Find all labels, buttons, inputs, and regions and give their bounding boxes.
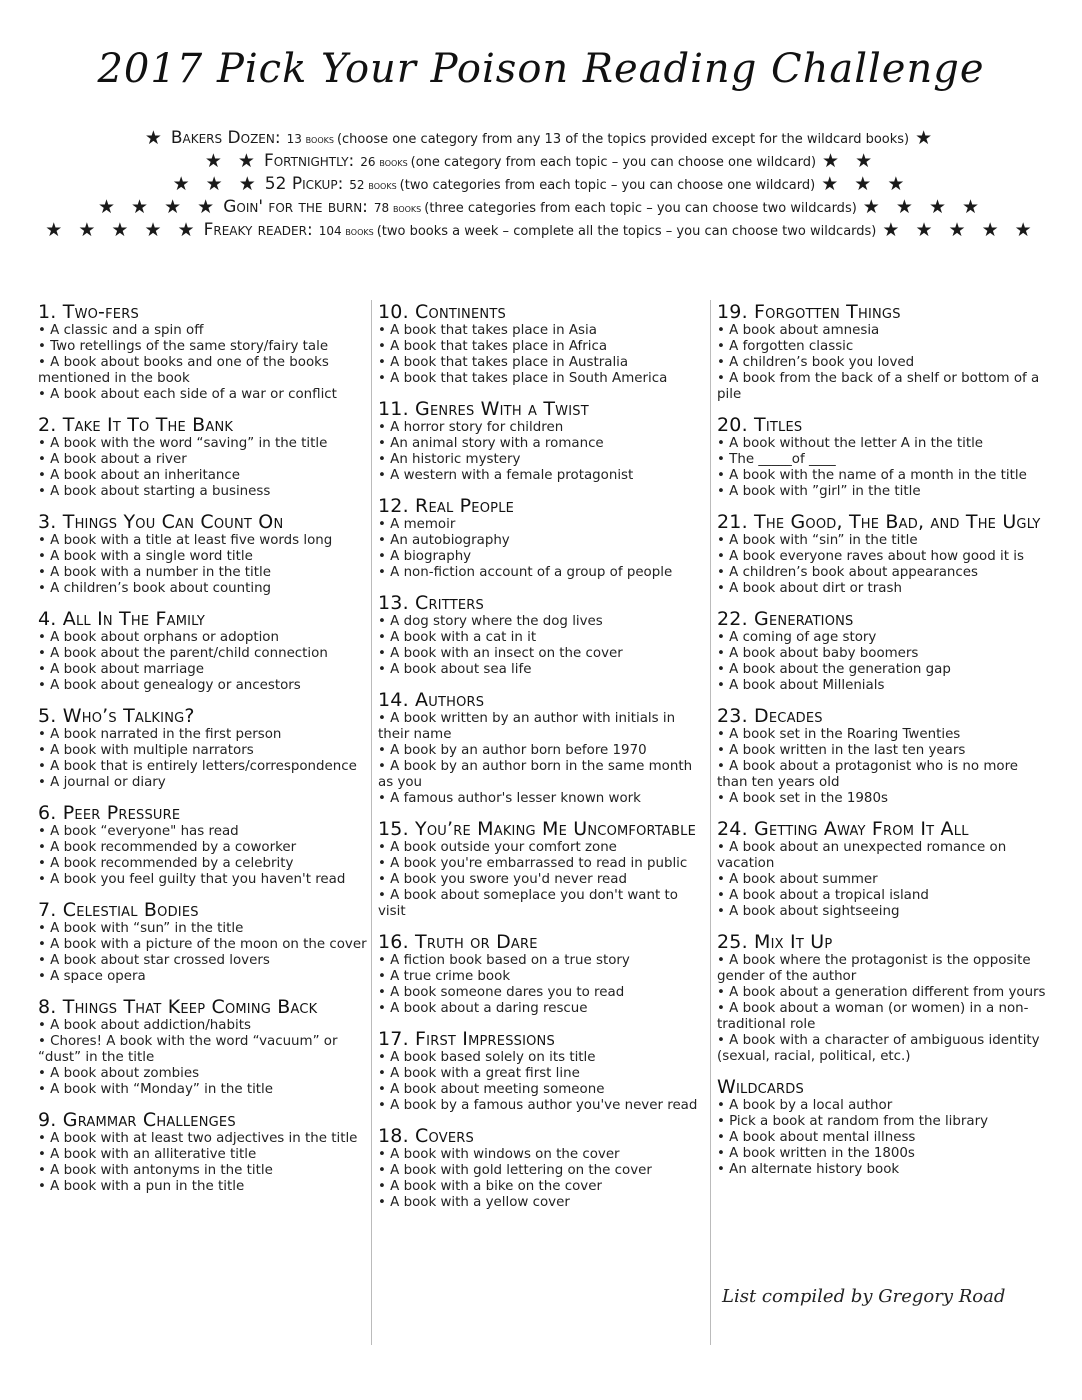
list-item: • A book everyone raves about how good it is: [717, 549, 1047, 565]
list-item: • A book recommended by a coworker: [38, 840, 368, 856]
list-item: • A book written in the 1800s: [717, 1146, 1047, 1162]
category-section: [378, 1029, 708, 1114]
category-title: 3. Things You Can Count On: [38, 511, 284, 533]
list-item: • A coming of age story: [717, 630, 1047, 646]
list-item: • A book narrated in the first person: [38, 727, 368, 743]
level-name: Freaky reader:: [203, 220, 313, 240]
star-icon: ★ ★ ★: [821, 173, 910, 195]
list-item: • A book with a character of ambiguous identity (sexual, racial, political, etc.): [717, 1033, 1047, 1065]
list-item: • A book by a famous author you've never read: [378, 1098, 708, 1114]
star-icon: ★ ★ ★ ★: [862, 196, 985, 218]
level-freaky-reader: [0, 219, 1082, 242]
list-item: • A book where the protagonist is the opposite gender of the author: [717, 953, 1047, 985]
list-item: • A book about addiction/habits: [38, 1018, 368, 1034]
list-item: • A space opera: [38, 969, 368, 985]
list-item: • A book about marriage: [38, 662, 368, 678]
list-item: • A book with multiple narrators: [38, 743, 368, 759]
list-item: • A book about each side of a war or conflict: [38, 387, 368, 403]
category-section: [38, 900, 368, 985]
column-1: [38, 302, 368, 1207]
list-item: • A book by an author born in the same month as you: [378, 759, 708, 791]
list-item: • A book about Millenials: [717, 678, 1047, 694]
star-icon: ★: [144, 127, 167, 149]
list-item: • A horror story for children: [378, 420, 708, 436]
category-title: 20. Titles: [717, 414, 803, 436]
list-item: • A book about a protagonist who is no more than ten years old: [717, 759, 1047, 791]
category-title: 7. Celestial Bodies: [38, 899, 199, 921]
list-item: • A journal or diary: [38, 775, 368, 791]
level-description: (two books a week – complete all the topics – you can choose two wildcards): [376, 224, 877, 239]
category-title: 5. Who’s Talking?: [38, 705, 195, 727]
column-3: [717, 302, 1047, 1190]
list-item: • A true crime book: [378, 969, 708, 985]
column-divider: [710, 300, 711, 1345]
list-item: • A book written in the last ten years: [717, 743, 1047, 759]
level-description: (choose one category from any 13 of the topics provided except for the wildcard books): [336, 132, 910, 147]
list-item: • A forgotten classic: [717, 339, 1047, 355]
list-item: • A book with a title at least five words long: [38, 533, 368, 549]
list-item: • A book set in the 1980s: [717, 791, 1047, 807]
category-section: [378, 593, 708, 678]
list-item: • A book with “sun” in the title: [38, 921, 368, 937]
list-item: • A book with windows on the cover: [378, 1147, 708, 1163]
star-icon: ★ ★ ★ ★ ★: [882, 219, 1037, 241]
star-icon: ★ ★: [204, 150, 260, 172]
challenge-levels: [0, 127, 1082, 242]
category-section: [378, 1126, 708, 1211]
category-title: 11. Genres With a Twist: [378, 398, 589, 420]
category-title: 4. All In The Family: [38, 608, 206, 630]
list-item: • An autobiography: [378, 533, 708, 549]
list-item: • A book with a picture of the moon on the cover: [38, 937, 368, 953]
list-item: • A book from the back of a shelf or bottom of a pile: [717, 371, 1047, 403]
list-item: • A book with ”girl” in the title: [717, 484, 1047, 500]
list-item: • A children’s book about appearances: [717, 565, 1047, 581]
category-section: [38, 609, 368, 694]
list-item: • Two retellings of the same story/fairy tale: [38, 339, 368, 355]
list-item: • An alternate history book: [717, 1162, 1047, 1178]
star-icon: ★: [915, 127, 938, 149]
list-item: • A book you swore you'd never read: [378, 872, 708, 888]
category-section: [717, 706, 1047, 807]
category-section: [717, 609, 1047, 694]
category-section: [38, 415, 368, 500]
list-item: • An animal story with a romance: [378, 436, 708, 452]
list-item: • A book about star crossed lovers: [38, 953, 368, 969]
category-section: [38, 803, 368, 888]
list-item: • A book about amnesia: [717, 323, 1047, 339]
category-title: 12. Real People: [378, 495, 515, 517]
list-item: • A book with an alliterative title: [38, 1147, 368, 1163]
list-item: • A book about summer: [717, 872, 1047, 888]
category-title: 25. Mix It Up: [717, 931, 833, 953]
level-name: 52 Pickup:: [264, 174, 344, 194]
category-title: 14. Authors: [378, 689, 485, 711]
star-icon: ★ ★ ★ ★ ★: [45, 219, 200, 241]
list-item: • A book about a river: [38, 452, 368, 468]
list-item: • A book “everyone" has read: [38, 824, 368, 840]
level-bakers-dozen: [0, 127, 1082, 150]
list-item: • A classic and a spin off: [38, 323, 368, 339]
category-title: 15. You’re Making Me Uncomfortable: [378, 818, 697, 840]
level-count: 26 books: [360, 155, 408, 169]
category-section: [378, 932, 708, 1017]
category-section: [378, 399, 708, 484]
category-section: [378, 302, 708, 387]
list-item: • A book about genealogy or ancestors: [38, 678, 368, 694]
list-item: • A biography: [378, 549, 708, 565]
list-item: • A book about an unexpected romance on vacation: [717, 840, 1047, 872]
list-item: • A book about a woman (or women) in a non-traditional role: [717, 1001, 1047, 1033]
list-item: • A book with antonyms in the title: [38, 1163, 368, 1179]
list-item: • A book written by an author with initials in their name: [378, 711, 708, 743]
list-item: • A memoir: [378, 517, 708, 533]
level-count: 78 books: [373, 201, 422, 215]
list-item: • A book with gold lettering on the cover: [378, 1163, 708, 1179]
level-name: Bakers Dozen:: [170, 128, 281, 148]
list-item: • A book with an insect on the cover: [378, 646, 708, 662]
list-item: • A book about baby boomers: [717, 646, 1047, 662]
list-item: • A book by a local author: [717, 1098, 1047, 1114]
list-item: • A book with the name of a month in the title: [717, 468, 1047, 484]
category-section: [378, 690, 708, 807]
column-2: [378, 302, 708, 1223]
category-title: 21. The Good, The Bad, and The Ugly: [717, 511, 1041, 533]
level-52-pickup: [0, 173, 1082, 196]
category-section: [38, 512, 368, 597]
level-count: 104 books: [318, 224, 374, 238]
category-title: Wildcards: [717, 1076, 804, 1098]
level-description: (three categories from each topic – you can choose two wildcards): [424, 201, 857, 216]
category-title: 17. First Impressions: [378, 1028, 555, 1050]
list-item: • A book about the parent/child connection: [38, 646, 368, 662]
category-title: 16. Truth or Dare: [378, 931, 538, 953]
list-item: • A book about meeting someone: [378, 1082, 708, 1098]
list-item: • A book with at least two adjectives in the title: [38, 1131, 368, 1147]
page-title: 2017 Pick Your Poison Reading Challenge: [97, 46, 985, 92]
level-count: 52 books: [349, 178, 397, 192]
category-section: [378, 496, 708, 581]
level-fortnightly: [0, 150, 1082, 173]
category-title: 8. Things That Keep Coming Back: [38, 996, 318, 1018]
category-title: 22. Generations: [717, 608, 854, 630]
list-item: • A book about sea life: [378, 662, 708, 678]
list-item: • A book about a daring rescue: [378, 1001, 708, 1017]
list-item: • A book that takes place in Asia: [378, 323, 708, 339]
list-item: • A book with “Monday” in the title: [38, 1082, 368, 1098]
list-item: • A book about books and one of the books mentioned in the book: [38, 355, 368, 387]
category-section: [717, 512, 1047, 597]
list-item: • A book with a pun in the title: [38, 1179, 368, 1195]
list-item: • A fiction book based on a true story: [378, 953, 708, 969]
level-description: (two categories from each topic – you can choose one wildcard): [399, 178, 816, 193]
category-title: 18. Covers: [378, 1125, 474, 1147]
category-section: [38, 302, 368, 403]
category-title: 10. Continents: [378, 301, 506, 323]
category-section: [717, 1077, 1047, 1178]
list-item: • A book about sightseeing: [717, 904, 1047, 920]
list-item: • A western with a female protagonist: [378, 468, 708, 484]
list-item: • A book with a single word title: [38, 549, 368, 565]
list-item: • A book outside your comfort zone: [378, 840, 708, 856]
list-item: • A dog story where the dog lives: [378, 614, 708, 630]
list-item: • A non-fiction account of a group of people: [378, 565, 708, 581]
list-item: • A book with a yellow cover: [378, 1195, 708, 1211]
list-item: • A book that takes place in Africa: [378, 339, 708, 355]
list-item: • A book without the letter A in the title: [717, 436, 1047, 452]
star-icon: ★ ★ ★: [172, 173, 261, 195]
list-item: • Chores! A book with the word “vacuum” or “dust” in the title: [38, 1034, 368, 1066]
category-section: [717, 302, 1047, 403]
list-item: • A book about the generation gap: [717, 662, 1047, 678]
list-item: • A children’s book you loved: [717, 355, 1047, 371]
list-item: • A book about someplace you don't want to visit: [378, 888, 708, 920]
list-item: • A book based solely on its title: [378, 1050, 708, 1066]
column-divider: [371, 300, 372, 1345]
list-item: • A book with a great first line: [378, 1066, 708, 1082]
category-title: 23. Decades: [717, 705, 823, 727]
category-section: [717, 932, 1047, 1065]
category-title: 6. Peer Pressure: [38, 802, 181, 824]
category-section: [378, 819, 708, 920]
category-title: 2. Take It To The Bank: [38, 414, 234, 436]
list-item: • The _____of ____: [717, 452, 1047, 468]
list-item: • A book about zombies: [38, 1066, 368, 1082]
list-item: • A book about a generation different from yours: [717, 985, 1047, 1001]
category-section: [717, 819, 1047, 920]
level-count: 13 books: [286, 132, 334, 146]
list-item: • A book about an inheritance: [38, 468, 368, 484]
category-title: 1. Two-fers: [38, 301, 139, 323]
category-section: [38, 1110, 368, 1195]
list-item: • A book about mental illness: [717, 1130, 1047, 1146]
level-name: Fortnightly:: [263, 151, 355, 171]
list-item: • A book by an author born before 1970: [378, 743, 708, 759]
list-item: • A book with a bike on the cover: [378, 1179, 708, 1195]
list-item: • A book with “sin” in the title: [717, 533, 1047, 549]
signature: List compiled by Gregory Road: [722, 1286, 1006, 1307]
list-item: • A book with a number in the title: [38, 565, 368, 581]
star-icon: ★ ★: [822, 150, 878, 172]
level-description: (one category from each topic – you can choose one wildcard): [410, 155, 817, 170]
list-item: • An historic mystery: [378, 452, 708, 468]
list-item: • A book about starting a business: [38, 484, 368, 500]
list-item: • A book someone dares you to read: [378, 985, 708, 1001]
list-item: • A book with a cat in it: [378, 630, 708, 646]
category-title: 24. Getting Away From It All: [717, 818, 969, 840]
level-goin-for-the-burn: [0, 196, 1082, 219]
star-icon: ★ ★ ★ ★: [97, 196, 220, 218]
list-item: • A book recommended by a celebrity: [38, 856, 368, 872]
list-item: • A book set in the Roaring Twenties: [717, 727, 1047, 743]
list-item: • A book about orphans or adoption: [38, 630, 368, 646]
list-item: • Pick a book at random from the library: [717, 1114, 1047, 1130]
list-item: • A book that is entirely letters/correspondence: [38, 759, 368, 775]
category-section: [38, 706, 368, 791]
list-item: • A book about dirt or trash: [717, 581, 1047, 597]
list-item: • A book that takes place in Australia: [378, 355, 708, 371]
category-title: 19. Forgotten Things: [717, 301, 901, 323]
list-item: • A famous author's lesser known work: [378, 791, 708, 807]
list-item: • A book about a tropical island: [717, 888, 1047, 904]
category-section: [717, 415, 1047, 500]
list-item: • A book that takes place in South America: [378, 371, 708, 387]
list-item: • A children’s book about counting: [38, 581, 368, 597]
category-title: 9. Grammar Challenges: [38, 1109, 236, 1131]
category-title: 13. Critters: [378, 592, 484, 614]
category-section: [38, 997, 368, 1098]
level-name: Goin' for the burn:: [223, 197, 368, 217]
list-item: • A book you're embarrassed to read in public: [378, 856, 708, 872]
list-item: • A book with the word “saving” in the title: [38, 436, 368, 452]
list-item: • A book you feel guilty that you haven't read: [38, 872, 368, 888]
